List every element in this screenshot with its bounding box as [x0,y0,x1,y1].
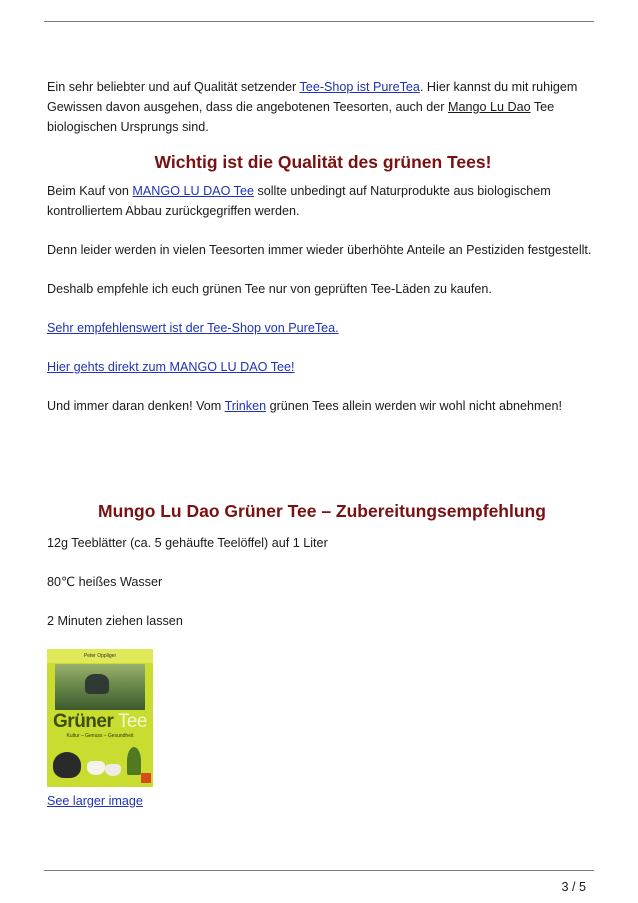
intro-paragraph [47,77,597,137]
prep-line-1: 12g Teeblätter (ca. 5 gehäufte Teelöffel) auf 1 Liter [47,536,328,550]
book-title-light: Tee [113,711,147,732]
book-cover-image[interactable] [47,649,153,787]
intro-text-1: Ein sehr beliebter und auf Qualität setzender [47,80,300,94]
pestizide-paragraph: Denn leider werden in vielen Teesorten immer wieder überhöhte Anteile an Pestiziden festgestellt. [47,243,592,257]
trinken-link[interactable]: Trinken [224,399,267,413]
book-title-dark: Grüner [53,711,114,732]
see-larger-image-link[interactable]: See larger image [47,794,143,808]
empfehle-paragraph: Deshalb empfehle ich euch grünen Tee nur von geprüften Tee-Läden zu kaufen. [47,282,492,296]
page-content [47,77,597,811]
trinken-paragraph [47,396,597,416]
mango-lu-dao-direct-link[interactable]: Hier gehts direkt zum MANGO LU DAO Tee! [47,360,295,374]
intro-text-3: Tee biologischen Ursprungs sind. [47,100,555,134]
kauf-paragraph [47,181,597,221]
trinken-text-2: grünen Tees allein werden wir wohl nicht abnehmen! [266,399,563,413]
book-subtitle: Kultur – Genuss – Gesundheit [66,733,134,739]
top-rule [44,21,594,22]
shop-link-paragraph [47,318,597,338]
kauf-text-2: sollte unbedingt auf Naturprodukte aus biologischem kontrolliertem Abbau zurückgegriffen werden. [47,184,551,218]
tea-leaf-icon [127,747,141,775]
teapot-icon [53,752,81,778]
bottom-rule [44,870,594,871]
book-author: Peter Oppliger [47,649,153,663]
teacup-icon [105,764,121,776]
teacup-icon [87,761,105,775]
publisher-logo [141,773,151,783]
intro-text-2: . Hier kannst du mit ruhigem Gewissen davon ausgehen, dass die angebotenen Teesorten, auch der [47,80,578,114]
tea-picker-figure [85,674,109,694]
tee-shop-puretea-link[interactable]: Tee-Shop ist PureTea [299,80,420,94]
book-title [47,712,153,732]
spacer [47,435,597,499]
puretea-shop-link[interactable]: Sehr empfehlenswert ist der Tee-Shop von PureTea. [47,321,339,335]
page-number: 3 / 5 [561,880,586,894]
mango-lu-dao-tee-link[interactable]: MANGO LU DAO Tee [132,184,254,198]
prep-line-3: 2 Minuten ziehen lassen [47,614,183,628]
trinken-text-1: Und immer daran denken! Vom [47,399,225,413]
prep-line-2: 80℃ heißes Wasser [47,575,163,589]
kauf-text-1: Beim Kauf von [47,184,133,198]
quality-heading: Wichtig ist die Qualität des grünen Tees! [154,152,492,172]
direkt-link-paragraph [47,357,597,377]
book-cover-photo [55,664,145,710]
preparation-heading: Mungo Lu Dao Grüner Tee – Zubereitungsempfehlung [98,501,546,521]
mango-lu-dao-link[interactable]: Mango Lu Dao [447,100,531,114]
